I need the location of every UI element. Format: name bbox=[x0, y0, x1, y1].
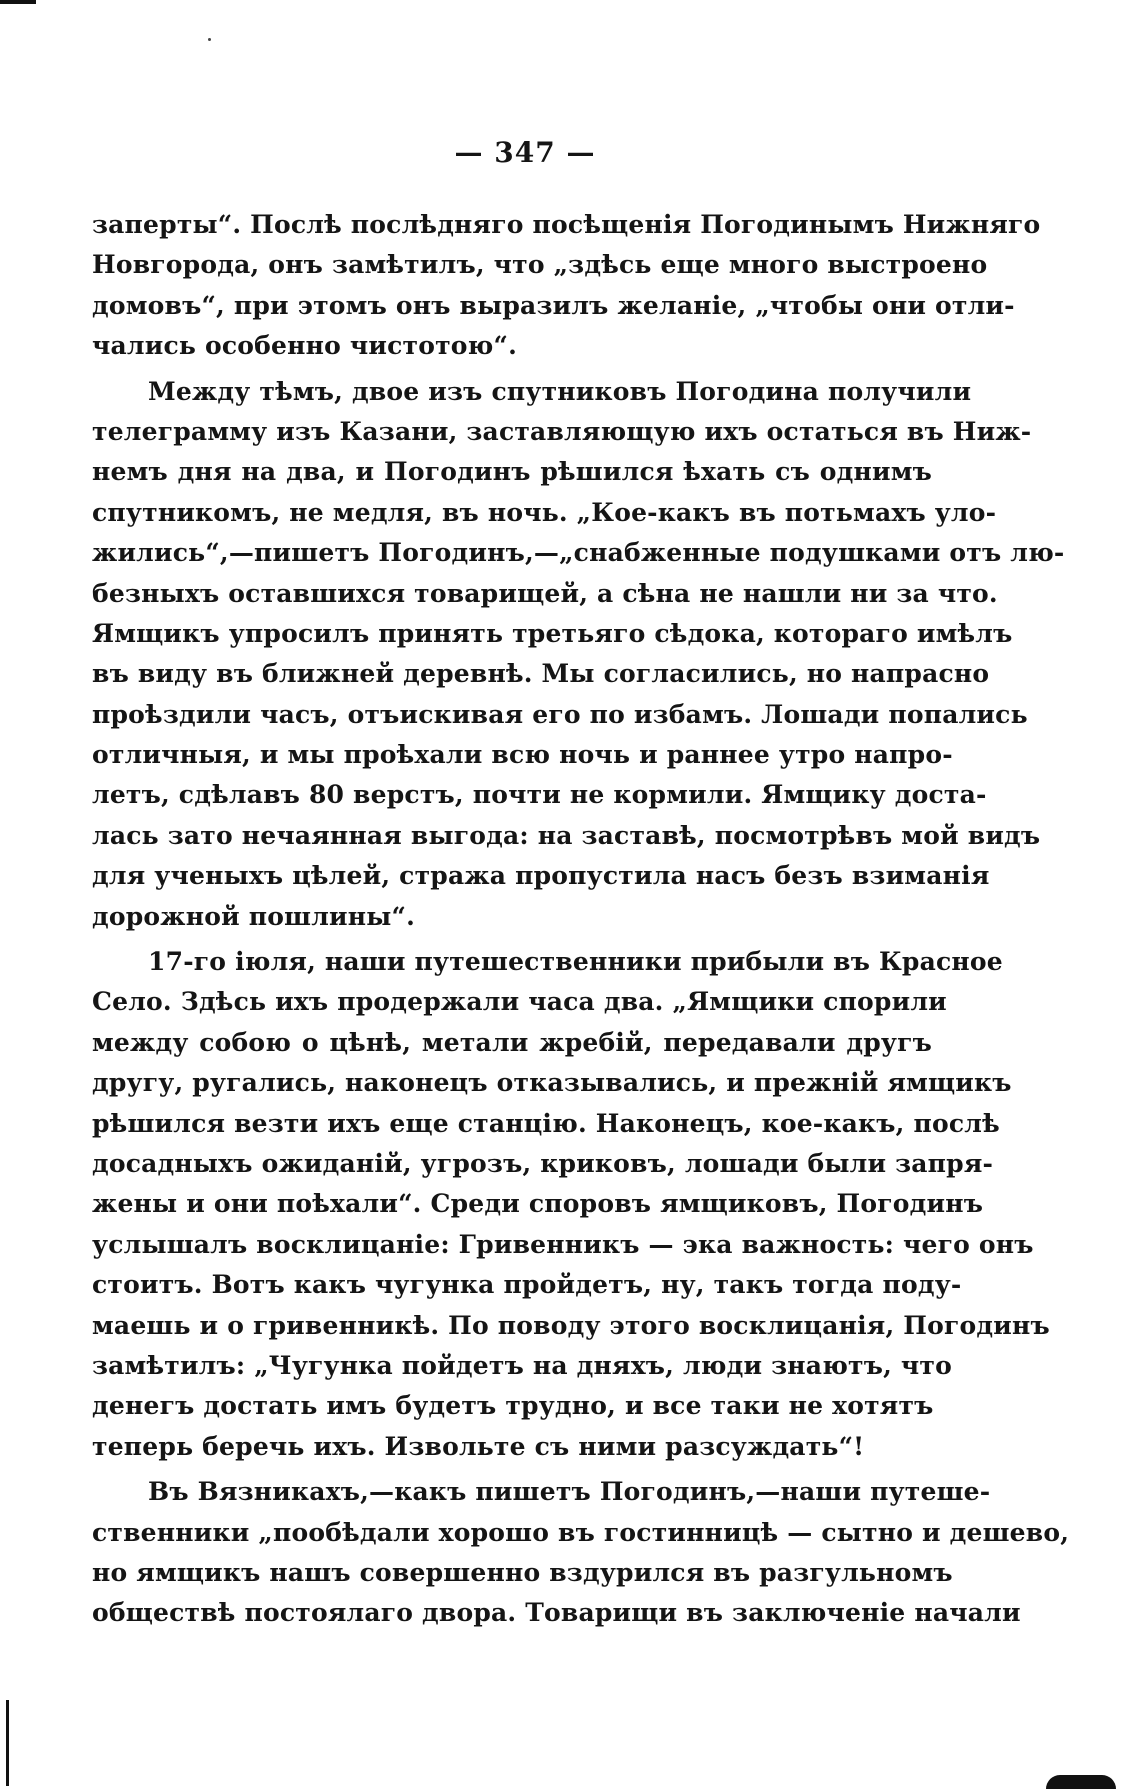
text-line: заперты“. Послѣ послѣдняго посѣщенія Погодинымъ Нижняго bbox=[92, 210, 1041, 239]
text-line: отличныя, и мы проѣхали всю ночь и раннее утро напро- bbox=[92, 740, 953, 770]
text-line: чались особенно чистотою“. bbox=[92, 331, 517, 361]
text-line: для ученыхъ цѣлей, стража пропустила насъ безъ взиманія bbox=[92, 861, 990, 891]
text-line: но ямщикъ нашъ совершенно вздурился въ разгульномъ bbox=[92, 1557, 953, 1587]
text-line: дорожной пошлины“. bbox=[92, 901, 416, 931]
text-line: теперь беречь ихъ. Извольте съ ними разсуждать“! bbox=[92, 1431, 865, 1461]
text-line: обществѣ постоялаго двора. Товарищи въ заключеніе начали bbox=[92, 1598, 1021, 1628]
text-line: услышалъ восклицаніе: Гривенникъ — эка важность: чего онъ bbox=[92, 1229, 1034, 1259]
text-line: летъ, сдѣлавъ 80 верстъ, почти не кормили. Ямщику доста- bbox=[92, 780, 987, 810]
text-line: между собою о цѣнѣ, метали жребій, передавали другъ bbox=[92, 1027, 932, 1057]
text-line: стоитъ. Вотъ какъ чугунка пройдетъ, ну, такъ тогда поду- bbox=[92, 1270, 962, 1300]
text-line: проѣздили часъ, отъискивая его по избамъ. Лошади попались bbox=[92, 699, 1028, 729]
text-line: жились“,—пишетъ Погодинъ,—„снабженные подушками отъ лю- bbox=[92, 538, 1065, 568]
text-line: Новгорода, онъ замѣтилъ, что „здѣсь еще много выстроено bbox=[92, 250, 988, 280]
text-line: другу, ругались, наконецъ отказывались, и прежній ямщикъ bbox=[92, 1068, 1012, 1098]
page-number: — 347 — bbox=[454, 136, 596, 169]
text-line: жены и они поѣхали“. Среди споровъ ямщиковъ, Погодинъ bbox=[92, 1189, 984, 1219]
text-line: безныхъ оставшихся товарищей, а сѣна не нашли ни за что. bbox=[92, 578, 998, 608]
text-line: лась зато нечаянная выгода: на заставѣ, посмотрѣвъ мой видъ bbox=[92, 820, 1041, 850]
text-line: Село. Здѣсь ихъ продержали часа два. „Ямщики спорили bbox=[92, 987, 947, 1017]
text-line: телеграмму изъ Казани, заставляющую ихъ остаться въ Ниж- bbox=[92, 416, 1032, 446]
text-line: Въ Вязникахъ,—какъ пишетъ Погодинъ,—наши путеше- bbox=[148, 1477, 991, 1507]
text-line: немъ дня на два, и Погодинъ рѣшился ѣхать съ однимъ bbox=[92, 457, 932, 487]
text-line: спутникомъ, не медля, въ ночь. „Кое-какъ въ потьмахъ уло- bbox=[92, 497, 997, 527]
text-line: Ямщикъ упросилъ принять третьяго сѣдока, котораго имѣлъ bbox=[92, 618, 1013, 648]
text-line: рѣшился везти ихъ еще станцію. Наконецъ, кое-какъ, послѣ bbox=[92, 1108, 1000, 1138]
scan-speck bbox=[208, 38, 211, 41]
text-line: ственники „пообѣдали хорошо въ гостинницѣ — сытно и дешево, bbox=[92, 1517, 1070, 1547]
text-line: въ виду въ ближней деревнѣ. Мы согласились, но напрасно bbox=[92, 659, 990, 689]
text-line: маешь и о гривенникѣ. По поводу этого восклицанія, Погодинъ bbox=[92, 1310, 1050, 1340]
text-line: досадныхъ ожиданій, угрозъ, криковъ, лошади были запря- bbox=[92, 1148, 994, 1178]
text-line: замѣтилъ: „Чугунка пойдетъ на дняхъ, люди знаютъ, что bbox=[92, 1350, 952, 1380]
scan-artifact-top-left bbox=[0, 0, 36, 4]
scan-artifact-bottom-right bbox=[1046, 1775, 1116, 1789]
body-text bbox=[92, 205, 1070, 1634]
scan-artifact-left-edge bbox=[6, 1700, 9, 1786]
text-line: 17-го іюля, наши путешественники прибыли въ Красное bbox=[148, 947, 1003, 977]
text-line: денегъ достать имъ будетъ трудно, и все таки не хотятъ bbox=[92, 1391, 934, 1421]
text-line: Между тѣмъ, двое изъ спутниковъ Погодина получили bbox=[148, 376, 972, 406]
text-line: домовъ“, при этомъ онъ выразилъ желаніе, „чтобы они отли- bbox=[92, 290, 1015, 320]
